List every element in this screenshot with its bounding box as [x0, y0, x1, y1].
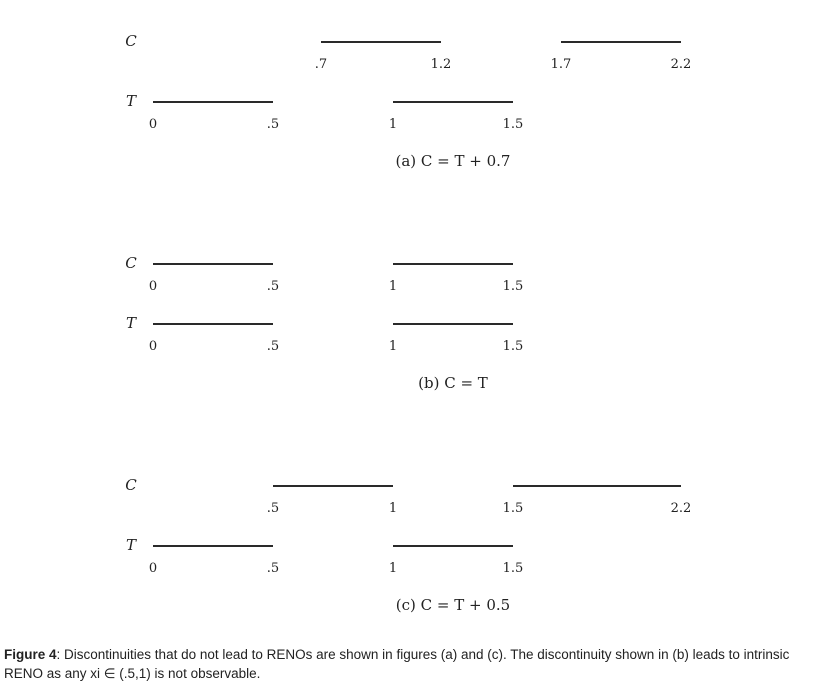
panel-c-t-tick-label: 1.5	[502, 561, 524, 576]
panel-c-c-tick-label: 1.5	[502, 501, 524, 516]
figure-caption	[4, 645, 822, 683]
panel-a-c-label: C	[125, 32, 137, 50]
panel-a-c-tick-label: 1.7	[550, 57, 572, 72]
panel-c-caption: (c) C = T + 0.5	[395, 596, 511, 614]
panel-a-t-tick-label: .5	[266, 117, 280, 132]
panel-c-c-tick-label: 2.2	[670, 501, 692, 516]
panel-b-c-tick-label: 1.5	[502, 279, 524, 294]
panel-c-c-tick-label: 1	[388, 501, 398, 516]
panel-b-t-label: T	[125, 314, 137, 332]
panel-c-t-tick-label: 1	[388, 561, 398, 576]
panel-a-caption: (a) C = T + 0.7	[395, 152, 511, 170]
panel-a-t-tick-label: 1	[388, 117, 398, 132]
figure-caption-label: Figure 4	[4, 647, 57, 662]
panel-a-t-tick-label: 0	[148, 117, 158, 132]
panel-c-t-tick-label: 0	[148, 561, 158, 576]
panel-b-c-tick-label: 0	[148, 279, 158, 294]
panel-b-t-tick-label: 1	[388, 339, 398, 354]
panel-c-c-tick-label: .5	[266, 501, 280, 516]
panel-a-t-tick-label: 1.5	[502, 117, 524, 132]
panel-a-c-tick-label: 2.2	[670, 57, 692, 72]
panel-a-c-tick-label: .7	[314, 57, 328, 72]
panel-b-c-tick-label: .5	[266, 279, 280, 294]
panel-b-t-tick-label: 1.5	[502, 339, 524, 354]
panel-b-caption: (b) C = T	[418, 374, 488, 392]
panel-b-t-tick-label: .5	[266, 339, 280, 354]
panel-a-t-label: T	[125, 92, 137, 110]
panel-c-t-tick-label: .5	[266, 561, 280, 576]
panel-b-c-label: C	[125, 254, 137, 272]
figure-caption-text: : Discontinuities that do not lead to RENOs are shown in figures (a) and (c). The discontinuity shown in (b) leads to intrinsic RENO as any xi ∈ (.5,1) is not observable.	[4, 647, 790, 681]
panel-c-t-label: T	[125, 536, 137, 554]
panel-b-t-tick-label: 0	[148, 339, 158, 354]
panel-c-c-label: C	[125, 476, 137, 494]
panel-a-c-tick-label: 1.2	[430, 57, 452, 72]
panel-b-c-tick-label: 1	[388, 279, 398, 294]
